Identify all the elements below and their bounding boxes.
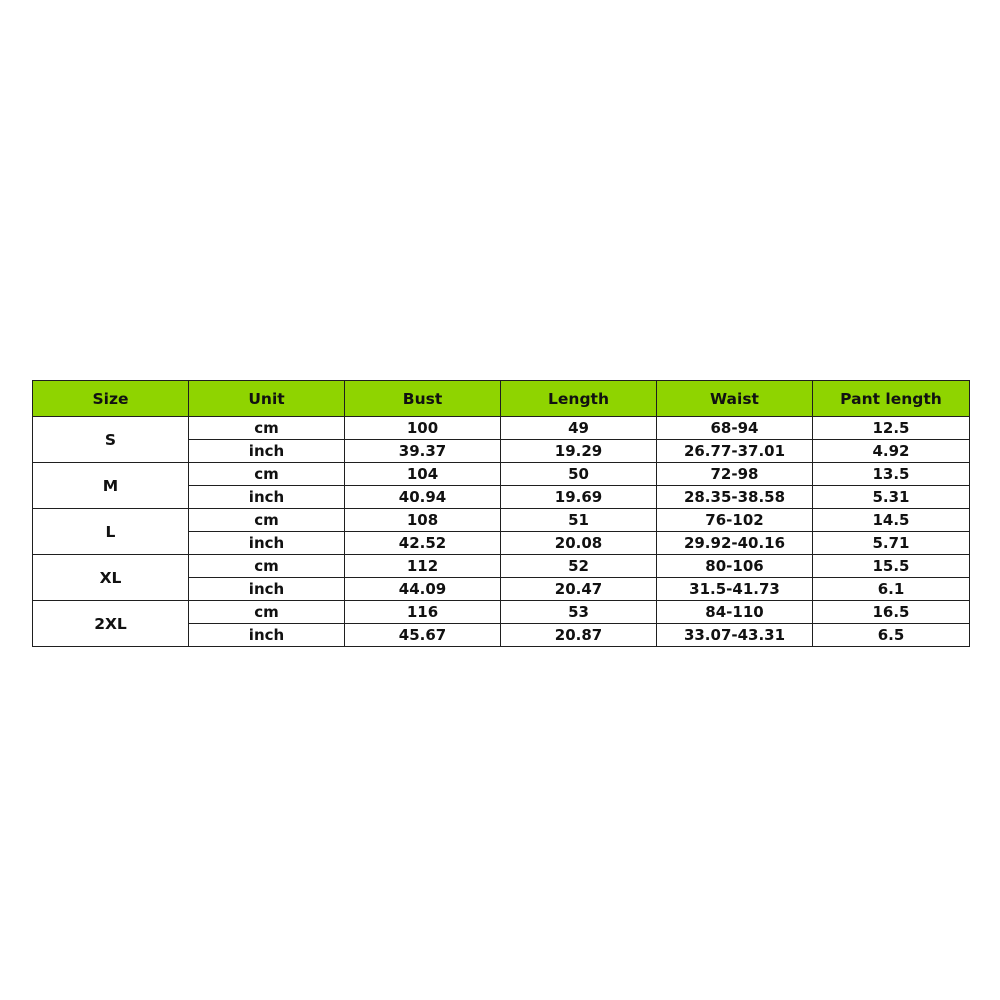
length-cell: 50 (501, 463, 657, 486)
bust-cell: 44.09 (345, 578, 501, 601)
pant-length-cell: 5.71 (813, 532, 970, 555)
waist-cell: 68-94 (657, 417, 813, 440)
pant-length-cell: 5.31 (813, 486, 970, 509)
length-cell: 20.08 (501, 532, 657, 555)
pant-length-cell: 13.5 (813, 463, 970, 486)
bust-cell: 42.52 (345, 532, 501, 555)
pant-length-cell: 6.5 (813, 624, 970, 647)
table-row (33, 417, 970, 440)
unit-cell: cm (189, 417, 345, 440)
waist-cell: 28.35-38.58 (657, 486, 813, 509)
length-cell: 49 (501, 417, 657, 440)
waist-cell: 29.92-40.16 (657, 532, 813, 555)
unit-cell: inch (189, 486, 345, 509)
table-row (33, 601, 970, 624)
pant-length-cell: 6.1 (813, 578, 970, 601)
unit-cell: inch (189, 624, 345, 647)
unit-cell: cm (189, 463, 345, 486)
bust-cell: 40.94 (345, 486, 501, 509)
pant-length-cell: 4.92 (813, 440, 970, 463)
pant-length-cell: 14.5 (813, 509, 970, 532)
length-cell: 19.69 (501, 486, 657, 509)
pant-length-cell: 15.5 (813, 555, 970, 578)
waist-cell: 72-98 (657, 463, 813, 486)
bust-cell: 39.37 (345, 440, 501, 463)
bust-cell: 116 (345, 601, 501, 624)
length-cell: 51 (501, 509, 657, 532)
bust-cell: 100 (345, 417, 501, 440)
size-chart-table (32, 380, 970, 647)
size-label: 2XL (33, 601, 189, 647)
waist-cell: 76-102 (657, 509, 813, 532)
waist-cell: 80-106 (657, 555, 813, 578)
unit-cell: cm (189, 555, 345, 578)
pant-length-cell: 12.5 (813, 417, 970, 440)
bust-cell: 108 (345, 509, 501, 532)
waist-cell: 33.07-43.31 (657, 624, 813, 647)
unit-cell: inch (189, 578, 345, 601)
pant-length-cell: 16.5 (813, 601, 970, 624)
waist-cell: 26.77-37.01 (657, 440, 813, 463)
unit-cell: inch (189, 440, 345, 463)
length-cell: 53 (501, 601, 657, 624)
header-waist: Waist (657, 381, 813, 417)
size-label: L (33, 509, 189, 555)
table-body (33, 417, 970, 647)
bust-cell: 104 (345, 463, 501, 486)
bust-cell: 45.67 (345, 624, 501, 647)
waist-cell: 31.5-41.73 (657, 578, 813, 601)
length-cell: 19.29 (501, 440, 657, 463)
length-cell: 20.87 (501, 624, 657, 647)
header-length: Length (501, 381, 657, 417)
bust-cell: 112 (345, 555, 501, 578)
length-cell: 20.47 (501, 578, 657, 601)
table-row (33, 463, 970, 486)
header-pant-length: Pant length (813, 381, 970, 417)
unit-cell: inch (189, 532, 345, 555)
waist-cell: 84-110 (657, 601, 813, 624)
table-row (33, 509, 970, 532)
header-unit: Unit (189, 381, 345, 417)
header-size: Size (33, 381, 189, 417)
unit-cell: cm (189, 601, 345, 624)
size-label: XL (33, 555, 189, 601)
unit-cell: cm (189, 509, 345, 532)
header-row (33, 381, 970, 417)
length-cell: 52 (501, 555, 657, 578)
size-label: M (33, 463, 189, 509)
size-label: S (33, 417, 189, 463)
table-row (33, 555, 970, 578)
header-bust: Bust (345, 381, 501, 417)
